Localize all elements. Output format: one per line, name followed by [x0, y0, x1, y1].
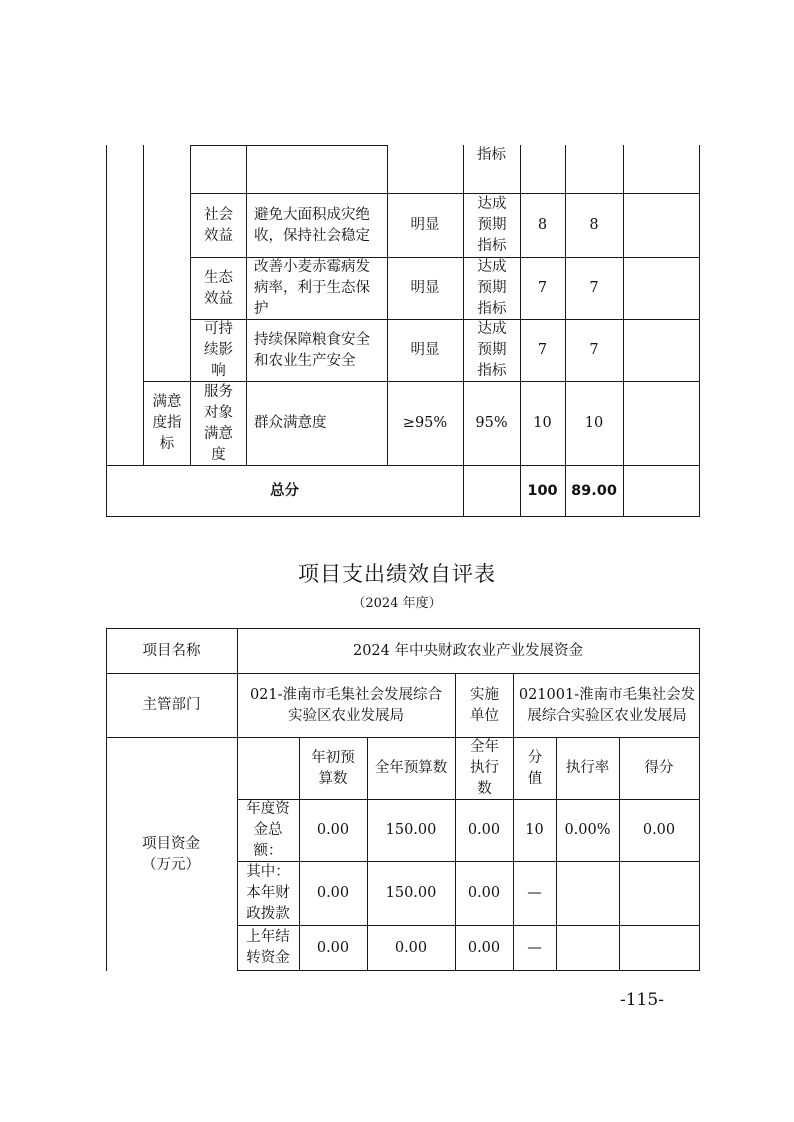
row2-target: 明显 — [410, 280, 440, 296]
row3-content: 持续保障粮食安全和农业生产安全 — [254, 331, 370, 369]
row1-target: 明显 — [410, 217, 440, 233]
header-annual: 全年预算数 — [374, 760, 448, 776]
total-label: 总分 — [270, 482, 299, 499]
row1-content: 避免大面积成灾绝收，保持社会稳定 — [254, 206, 370, 244]
row4-actual: 95% — [475, 415, 508, 431]
row3-score: 7 — [589, 342, 599, 358]
total-score: 89.00 — [571, 482, 617, 499]
category-label: 满意度指标 — [152, 394, 182, 452]
row4-score: 10 — [584, 415, 604, 431]
fund-row0-rate: 0.00% — [564, 822, 611, 838]
fund-row2-rate — [556, 926, 619, 970]
row4-target: ≥95% — [402, 415, 448, 431]
impl-value: 021001-淮南市毛集社会发展综合实验区农业发展局 — [518, 686, 696, 724]
fund-row0-executed: 0.00 — [467, 822, 501, 838]
row2-actual: 达成预期指标 — [477, 259, 507, 317]
fund-row1-weight: — — [527, 885, 542, 901]
fund-row2-annual: 0.00 — [394, 939, 428, 956]
header-executed: 全年执行数 — [470, 739, 499, 797]
row3-sub: 可持续影响 — [204, 321, 233, 379]
row2-weight: 7 — [537, 280, 548, 296]
project-name-value: 2024 年中央财政农业产业发展资金 — [352, 642, 583, 659]
fund-row2-label: 上年结转资金 — [246, 929, 290, 966]
row2-sub: 生态效益 — [204, 269, 233, 307]
header-score: 得分 — [644, 760, 674, 776]
fund-row2-initial: 0.00 — [316, 939, 350, 956]
row4-sub: 服务对象满意度 — [204, 383, 233, 463]
dept-label: 主管部门 — [142, 697, 201, 713]
row1-score: 8 — [589, 217, 599, 233]
funds-label: 项目资金（万元） — [142, 835, 200, 873]
fund-row0-weight: 10 — [525, 822, 544, 838]
page-number: -115- — [620, 990, 664, 1010]
fund-row1-score — [619, 862, 699, 925]
total-weight: 100 — [527, 482, 558, 499]
row2-content: 改善小麦赤霉病发病率，利于生态保护 — [254, 259, 370, 317]
row3-actual: 达成预期指标 — [477, 321, 507, 379]
dept-value: 021-淮南市毛集社会发展综合实验区农业发展局 — [249, 686, 443, 724]
row2-score: 7 — [589, 280, 599, 296]
fund-row0-initial: 0.00 — [316, 822, 350, 838]
fund-row0-label: 年度资金总额： — [246, 801, 290, 859]
header-rate: 执行率 — [565, 760, 610, 776]
fund-row1-initial: 0.00 — [316, 885, 350, 901]
row1-weight: 8 — [537, 217, 548, 233]
fund-row2-weight: — — [527, 939, 542, 956]
fund-row0-score: 0.00 — [642, 822, 676, 838]
header-weight: 分值 — [527, 749, 543, 787]
row4-weight: 10 — [533, 415, 552, 431]
fund-row0-annual: 150.00 — [385, 822, 437, 838]
fund-row1-annual: 150.00 — [385, 885, 437, 901]
page-title: 项目支出绩效自评表 — [298, 562, 496, 586]
fund-row1-executed: 0.00 — [467, 885, 501, 901]
row3-weight: 7 — [537, 342, 548, 358]
row1-actual: 达成预期指标 — [477, 196, 507, 254]
fund-row2-score — [619, 926, 699, 970]
impl-label: 实施单位 — [470, 686, 499, 724]
fund-row1-rate — [556, 862, 619, 925]
header-initial: 年初预算数 — [311, 749, 355, 787]
row3-target: 明显 — [410, 342, 440, 358]
row0-actual: 指标 — [477, 146, 506, 163]
fund-row2-executed: 0.00 — [467, 939, 501, 956]
page-subtitle: （2024 年度） — [352, 596, 442, 611]
row4-content: 群众满意度 — [254, 415, 327, 431]
project-name-label: 项目名称 — [142, 642, 201, 659]
row1-sub: 社会效益 — [204, 206, 233, 244]
fund-row1-label: 其中：本年财政拨款 — [246, 864, 290, 922]
